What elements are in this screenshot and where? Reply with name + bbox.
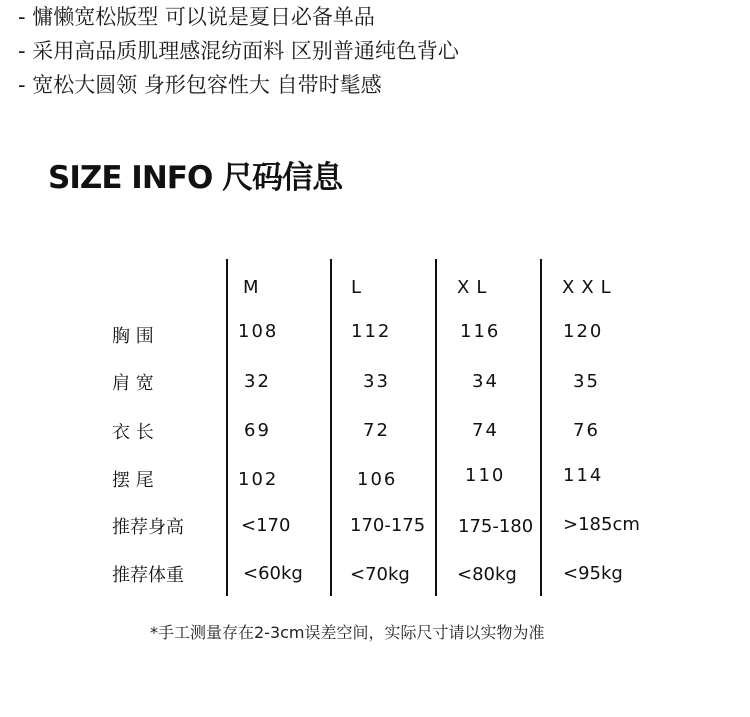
- feature-item: - 宽松大圆领 身形包容性大 自带时髦感: [18, 73, 382, 97]
- table-cell: 114: [563, 465, 604, 486]
- table-cell: 175-180: [458, 516, 534, 537]
- row-label-hem: 摆 尾: [112, 470, 154, 491]
- table-cell: 170-175: [350, 515, 426, 536]
- size-header-m: M: [243, 277, 266, 298]
- row-label-length: 衣 长: [112, 422, 154, 443]
- table-cell: 76: [573, 420, 600, 441]
- table-cell: 112: [351, 321, 392, 342]
- row-label-height: 推荐身高: [112, 517, 184, 538]
- table-cell: <60kg: [243, 563, 303, 584]
- table-cell: <80kg: [457, 564, 517, 585]
- size-header-xxl: XXL: [562, 277, 618, 298]
- table-cell: 108: [238, 321, 279, 342]
- table-cell: 35: [573, 371, 600, 392]
- feature-list: [18, 0, 459, 102]
- size-header-l: L: [351, 277, 369, 298]
- column-divider: [435, 259, 437, 596]
- table-cell: 102: [238, 469, 279, 490]
- table-cell: 110: [465, 465, 506, 486]
- table-cell: 69: [244, 420, 271, 441]
- measurement-note: *手工测量存在2-3cm误差空间，实际尺寸请以实物为准: [150, 623, 545, 642]
- table-cell: <95kg: [563, 563, 623, 584]
- column-divider: [226, 259, 228, 596]
- column-divider: [330, 259, 332, 596]
- table-cell: 116: [460, 321, 501, 342]
- table-cell: 106: [357, 469, 398, 490]
- table-cell: 33: [363, 371, 390, 392]
- row-label-weight: 推荐体重: [112, 565, 184, 586]
- table-cell: 34: [472, 371, 499, 392]
- table-cell: 32: [244, 371, 271, 392]
- table-cell: <170: [241, 515, 291, 536]
- size-header-xl: XL: [457, 277, 494, 298]
- table-cell: >185cm: [563, 514, 640, 535]
- feature-item: - 采用高品质肌理感混纺面料 区别普通纯色背心: [18, 39, 459, 63]
- row-label-shoulder: 肩 宽: [112, 373, 154, 394]
- column-divider: [540, 259, 542, 596]
- feature-item: - 慵懒宽松版型 可以说是夏日必备单品: [18, 5, 375, 29]
- table-cell: 72: [363, 420, 390, 441]
- row-label-chest: 胸 围: [112, 326, 154, 347]
- table-cell: 120: [563, 321, 604, 342]
- section-title: SIZE INFO 尺码信息: [48, 160, 343, 196]
- table-cell: 74: [472, 420, 499, 441]
- table-cell: <70kg: [350, 564, 410, 585]
